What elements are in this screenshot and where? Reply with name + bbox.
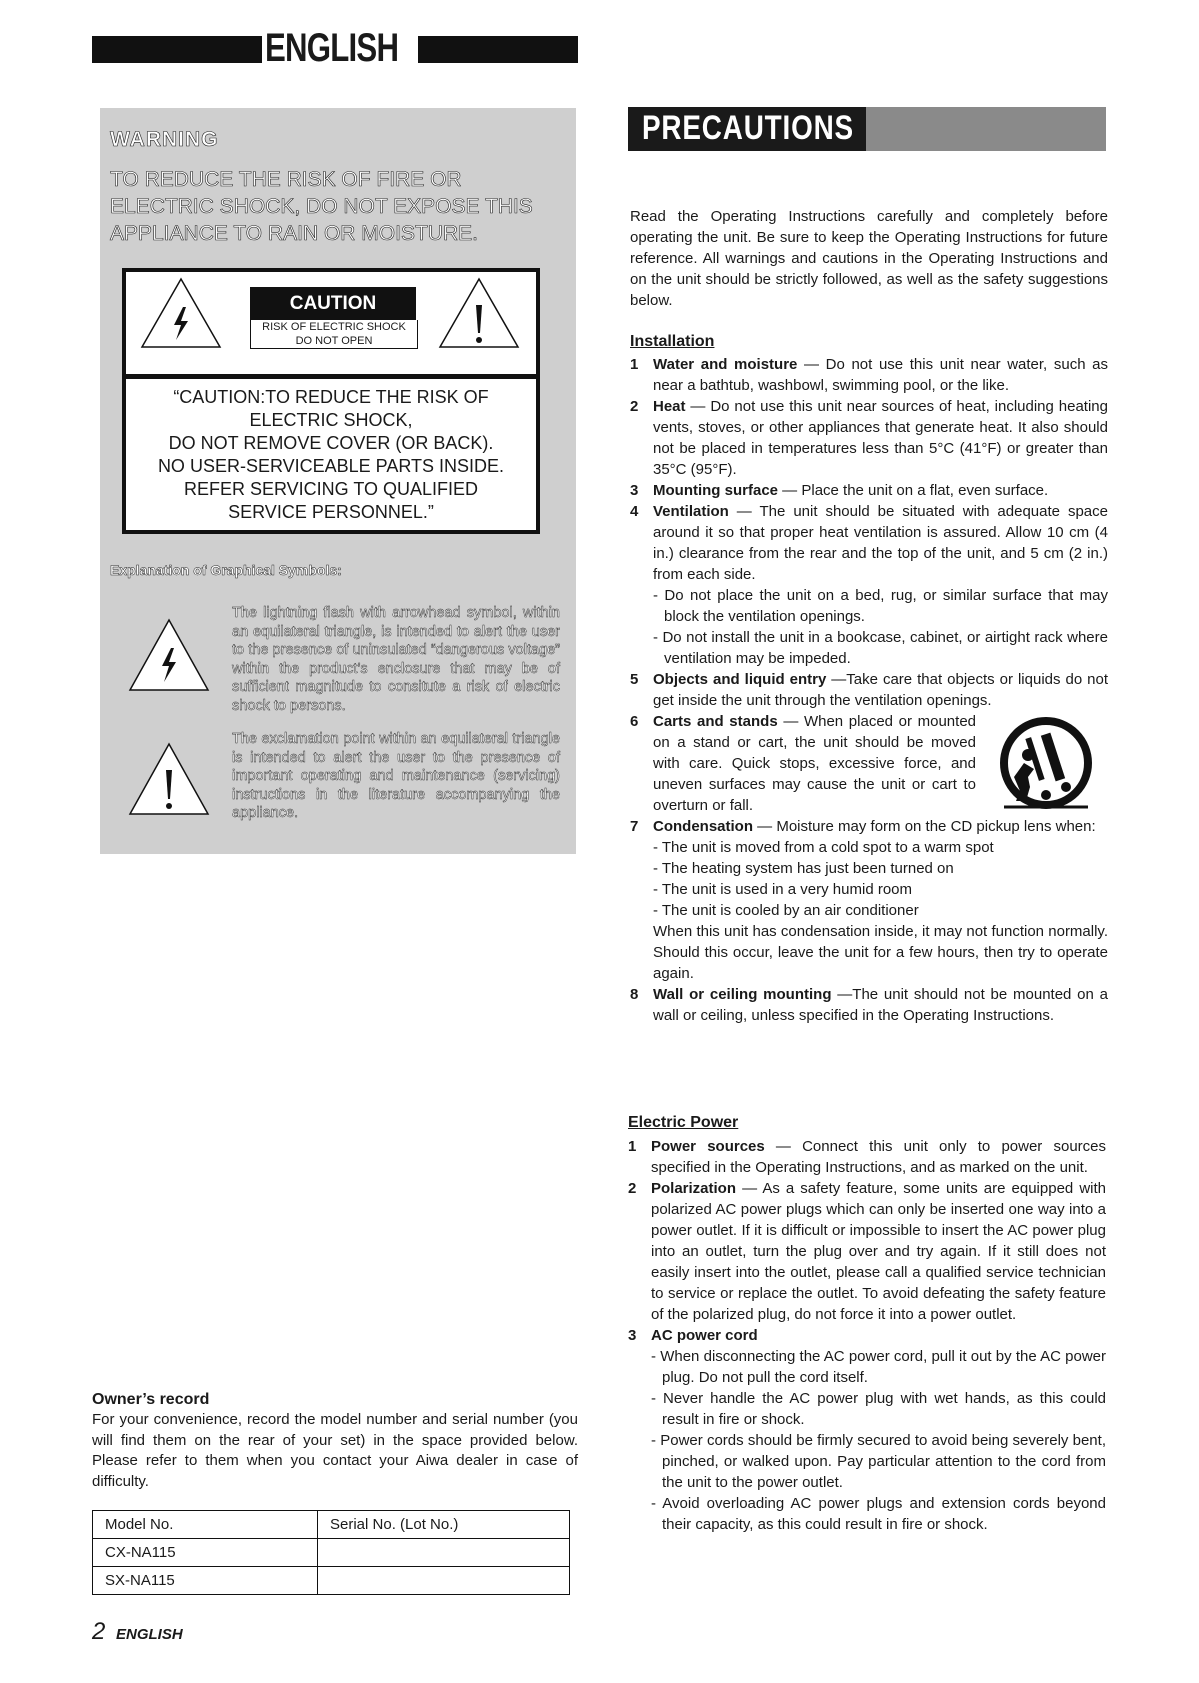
item-term: Heat: [653, 398, 686, 415]
item-subpoint: - The heating system has just been turned on: [653, 860, 954, 877]
item-text: — Connect this unit only to power sources specified in the Operating Instructions, and as marked on the unit.: [651, 1138, 1106, 1176]
item-subpoint: - Avoid overloading AC power plugs and extension cords beyond their capacity, as this could result in fire or shock.: [651, 1495, 1106, 1533]
warning-title: WARNING: [110, 128, 219, 151]
list-item: [630, 711, 1108, 816]
item-number: 5: [630, 671, 639, 688]
item-term: Water and moisture: [653, 356, 798, 373]
item-number: 3: [628, 1327, 637, 1344]
model-cell: SX-NA115: [93, 1567, 318, 1595]
serial-cell: [318, 1539, 570, 1567]
list-item: [628, 1136, 1106, 1178]
caution-text-line: DO NOT REMOVE COVER (OR BACK).: [168, 433, 494, 453]
table-row: [93, 1567, 570, 1595]
caution-sub-line: DO NOT OPEN: [295, 335, 373, 347]
caution-divider: [122, 374, 540, 379]
list-item: [630, 501, 1108, 669]
exclamation-triangle-icon: [438, 277, 520, 349]
item-subpoint: - Do not install the unit in a bookcase, cabinet, or airtight rack where ventilation may be impeded.: [653, 629, 1108, 667]
item-subpoint: - Do not place the unit on a bed, rug, or similar surface that may block the ventilation openings.: [653, 587, 1108, 625]
electric-power-list: [628, 1136, 1106, 1535]
item-text: — Place the unit on a flat, even surface.: [778, 482, 1049, 499]
table-row: [93, 1539, 570, 1567]
explanation-lightning: The lightning flash with arrowhead symbol, within an equilateral triangle, is intended to alert the user to the presence of uninsulated “dangerous voltage” within the product’s enclosure that may be of sufficient magnitude to consitute a risk of electric shock to persons.: [232, 605, 560, 714]
item-text: — When placed or mounted on a stand or cart, the unit should be moved with care. Quick stops, excessive force, and uneven surfaces may cause the unit or cart to overturn or fall.: [653, 713, 977, 814]
item-term: Ventilation: [653, 503, 729, 520]
header-bar-left: [92, 36, 262, 63]
electric-power-title: Electric Power: [628, 1114, 739, 1131]
item-subpoint: - The unit is used in a very humid room: [653, 881, 913, 898]
precautions-title: PRECAUTIONS: [642, 109, 854, 147]
item-number: 4: [630, 503, 639, 520]
caution-text-line: NO USER-SERVICEABLE PARTS INSIDE.: [157, 456, 505, 476]
item-term: Condensation: [653, 818, 753, 835]
caution-text: [126, 386, 536, 524]
item-number: 3: [630, 482, 639, 499]
owner-record-title: Owner’s record: [92, 1391, 210, 1408]
item-text: — Moisture may form on the CD pickup lens when:: [753, 818, 1096, 835]
explanation-exclamation: The exclamation point within an equilateral triangle is intended to alert the user to the presence of important operating and maintenance (servicing) instructions in the literature accompanying the appliance.: [232, 731, 560, 821]
exclamation-triangle-icon: [128, 742, 210, 816]
caution-text-line: REFER SERVICING TO QUALIFIED: [183, 479, 479, 499]
model-cell: CX-NA115: [93, 1539, 318, 1567]
item-text: — Do not use this unit near sources of heat, including heating vents, stoves, or other appliances that generate heat. It also should not be placed in temperatures less than 5°C (41°F) or greater than 35°C (95°F).: [653, 398, 1108, 478]
lightning-triangle-icon: [128, 618, 210, 692]
item-text: — Do not use this unit near water, such as near a bathtub, washbowl, swimming pool, or the like.: [653, 356, 1109, 394]
list-item: [628, 1325, 1106, 1535]
precautions-intro: Read the Operating Instructions carefully and completely before operating the unit. Be sure to keep the Operating Instructions for future reference. All warnings and cautions in the Operating Instructions and on the unit should be strictly followed, as well as the safety suggestions below.: [630, 208, 1108, 309]
item-subpoint: - Never handle the AC power plug with wet hands, as this could result in fire or shock.: [651, 1390, 1106, 1428]
caution-text-line: SERVICE PERSONNEL.”: [228, 502, 434, 522]
list-item: [630, 984, 1108, 1026]
item-after-text: When this unit has condensation inside, it may not function normally. Should this occur, leave the unit for a few hours, then try to operate again.: [653, 923, 1108, 982]
list-item: [630, 354, 1108, 396]
list-item: [630, 396, 1108, 480]
item-number: 7: [630, 818, 639, 835]
item-text: — As a safety feature, some units are equipped with polarized AC power plugs which can only be inserted one way into a power outlet. If it is difficult or impossible to insert the AC power plug into an outlet, turn the plug over and try again. If it still does not easily insert into the outlet, please call a qualified service technician to service or replace the outlet. To avoid defeating the safety feature of the polarized plug, do not force it into a power outlet.: [651, 1180, 1106, 1323]
caution-label: CAUTION: [250, 287, 416, 320]
cart-warning-icon: [984, 715, 1108, 815]
caution-text-line: “CAUTION:TO REDUCE THE RISK OF: [173, 387, 489, 407]
item-term: Mounting surface: [653, 482, 779, 499]
model-header: Model No.: [93, 1511, 318, 1539]
page-language-title: ENGLISH: [265, 26, 399, 70]
list-item: [630, 480, 1108, 501]
item-number: 6: [630, 713, 639, 730]
caution-sub-line: RISK OF ELECTRIC SHOCK: [262, 321, 406, 333]
serial-header: Serial No. (Lot No.): [318, 1511, 570, 1539]
item-text: —Take care that objects or liquids do not get inside the unit through the ventilation openings.: [653, 671, 1108, 709]
item-term: AC power cord: [651, 1327, 758, 1344]
table-row: [93, 1511, 570, 1539]
item-subpoint: - When disconnecting the AC power cord, pull it out by the AC power plug. Do not pull the cord itself.: [651, 1348, 1106, 1386]
item-term: Wall or ceiling mounting: [653, 986, 832, 1003]
item-term: Power sources: [651, 1138, 765, 1155]
list-item: [630, 816, 1108, 984]
warning-text: TO REDUCE THE RISK OF FIRE OR ELECTRIC SHOCK, DO NOT EXPOSE THIS APPLIANCE TO RAIN OR MOISTURE.: [110, 168, 533, 245]
item-subpoint: - The unit is moved from a cold spot to a warm spot: [653, 839, 994, 856]
list-item: [630, 669, 1108, 711]
serial-cell: [318, 1567, 570, 1595]
item-number: 8: [630, 986, 639, 1003]
item-subpoint: - The unit is cooled by an air conditioner: [653, 902, 919, 919]
item-number: 1: [628, 1138, 637, 1155]
footer-language: ENGLISH: [116, 1626, 183, 1643]
header-bar-right: [418, 36, 578, 63]
item-term: Polarization: [651, 1180, 737, 1197]
explanation-title: Explanation of Graphical Symbols:: [110, 562, 342, 578]
item-text: — The unit should be situated with adequate space around it so that proper heat ventilation is assured. Allow 10 cm (4 in.) clearance from the rear and the top of the unit, and 5 cm (2 in.) from each side.: [653, 503, 1108, 583]
page-number: 2: [92, 1618, 106, 1645]
list-item: [628, 1178, 1106, 1325]
lightning-triangle-icon: [140, 277, 222, 349]
item-number: 2: [630, 398, 639, 415]
item-term: Objects and liquid entry: [653, 671, 827, 688]
item-term: Carts and stands: [653, 713, 778, 730]
item-number: 2: [628, 1180, 637, 1197]
installation-list: [630, 354, 1108, 1026]
installation-title: Installation: [630, 333, 715, 350]
model-serial-table: [92, 1510, 570, 1595]
item-text: —The unit should not be mounted on a wall or ceiling, unless specified in the Operating Instructions.: [653, 986, 1108, 1024]
caution-text-line: ELECTRIC SHOCK,: [249, 410, 413, 430]
item-number: 1: [630, 356, 639, 373]
caution-sub: [250, 320, 418, 349]
owner-record-text: For your convenience, record the model number and serial number (you will find them on the rear of your set) in the space provided below. Please refer to them when you contact your Aiwa dealer in case of difficulty.: [92, 1411, 578, 1490]
item-subpoint: - Power cords should be firmly secured to avoid being severely bent, pinched, or walked upon. Pay particular attention to the cord from the unit to the power outlet.: [651, 1432, 1106, 1491]
